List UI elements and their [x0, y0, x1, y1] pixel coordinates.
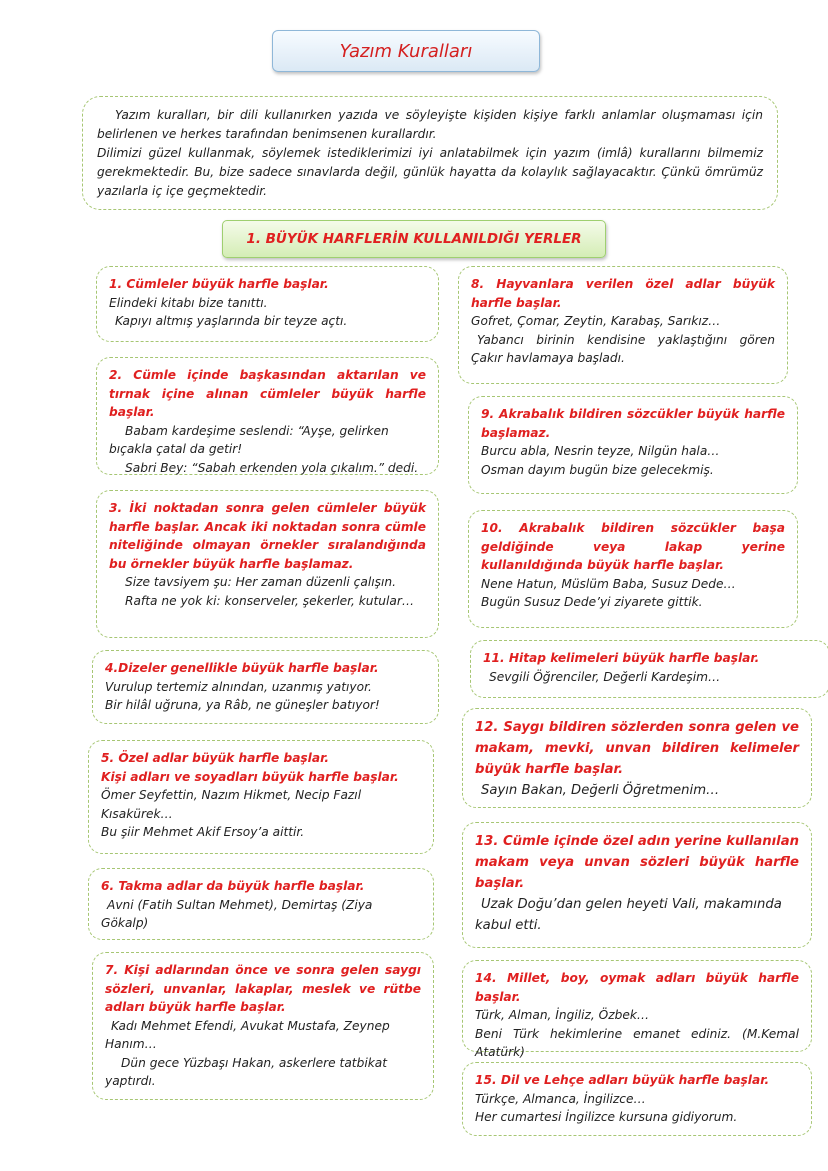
rule-box-8 — [458, 266, 788, 384]
rule-example: Babam kardeşime seslendi: “Ayşe, gelirken bıçakla çatal da getir! — [109, 423, 389, 456]
rule-heading: 15. Dil ve Lehçe adları büyük harfle başlar. — [475, 1073, 770, 1087]
rule-heading: 8. Hayvanlara verilen özel adlar büyük harfle başlar. — [471, 277, 775, 310]
rule-box-9 — [468, 396, 798, 494]
rule-example: Gofret, Çomar, Zeytin, Karabaş, Sarıkız… — [471, 314, 721, 328]
rule-heading: 13. Cümle içinde özel adın yerine kullanılan makam veya unvan sözleri büyük harfle başlar. — [475, 834, 799, 891]
intro-paragraph: Dilimizi güzel kullanmak, söylemek istediklerimizi iyi anlatabilmek için yazım (imlâ) kurallarını bilmemiz gerekmektedir. Bu, bize sadece sınavlarda değil, günlük hayatta da kolaylık sağlayacaktır. Çünkü ömrümüz yazılarla iç içe geçmektedir. — [97, 146, 763, 198]
rule-heading: 6. Takma adlar da büyük harfle başlar. — [101, 879, 365, 893]
rule-example: Kapıyı altmış yaşlarında bir teyze açtı. — [115, 314, 348, 328]
rule-box-12 — [462, 708, 812, 808]
intro-paragraph: Yazım kuralları, bir dili kullanırken yazıda ve söyleyişte kişiden kişiye farklı anlamlar oluşmaması için belirlenen ve herkes tarafından benimsenen kurallardır. — [97, 108, 763, 141]
rule-box-13 — [462, 822, 812, 948]
rule-example: Türk, Alman, İngiliz, Özbek… — [475, 1008, 650, 1022]
rule-example: Size tavsiyem şu: Her zaman düzenli çalışın. — [125, 575, 396, 589]
rule-example: Nene Hatun, Müslüm Baba, Susuz Dede… — [481, 576, 736, 591]
rule-example: Kadı Mehmet Efendi, Avukat Mustafa, Zeynep Hanım… — [105, 1018, 390, 1051]
rule-box-4 — [92, 650, 439, 724]
rule-box-11 — [470, 640, 828, 698]
intro-box — [82, 96, 778, 210]
section-title: 1. BÜYÜK HARFLERİN KULLANILDIĞI YERLER — [222, 220, 606, 258]
rule-box-10 — [468, 510, 798, 628]
rule-example: Osman dayım bugün bize gelecekmiş. — [481, 462, 714, 477]
rule-example: Bir hilâl uğruna, ya Râb, ne güneşler batıyor! — [105, 698, 380, 712]
rule-example: Avni (Fatih Sultan Mehmet), Demirtaş (Ziya Gökalp) — [101, 897, 373, 930]
rule-example: Her cumartesi İngilizce kursuna gidiyorum. — [475, 1110, 738, 1124]
rule-example: Dün gece Yüzbaşı Hakan, askerlere tatbikat yaptırdı. — [105, 1055, 388, 1088]
rule-box-3 — [96, 490, 439, 638]
rule-heading: 11. Hitap kelimeleri büyük harfle başlar. — [483, 651, 760, 665]
rule-example: Bu şiir Mehmet Akif Ersoy’a aittir. — [101, 825, 305, 839]
rule-example: Rafta ne yok ki: konserveler, şekerler, kutular… — [125, 593, 415, 608]
rule-box-2 — [96, 357, 439, 475]
rule-heading: 2. Cümle içinde başkasından aktarılan ve tırnak içine alınan cümleler büyük harfle başlar. — [109, 368, 426, 419]
rule-example: Burcu abla, Nesrin teyze, Nilgün hala… — [481, 444, 720, 458]
rule-box-1 — [96, 266, 439, 342]
rule-box-6 — [88, 868, 434, 940]
rule-example: Sayın Bakan, Değerli Öğretmenim… — [481, 783, 720, 798]
rule-heading: 1. Cümleler büyük harfle başlar. — [109, 277, 329, 291]
rule-example: Uzak Doğu’dan gelen heyeti Vali, makamında kabul etti. — [475, 897, 782, 933]
rule-heading: 10. Akrabalık bildiren sözcükler başa geldiğinde veya lakap yerine kullanıldığında büyük harfle başlar. — [481, 521, 785, 572]
rule-heading: 4.Dizeler genellikle büyük harfle başlar. — [105, 661, 379, 675]
rule-heading: 12. Saygı bildiren sözlerden sonra gelen ve makam, mevki, unvan bildiren kelimeler büyük harfle başlar. — [475, 720, 799, 777]
rule-example: Bugün Susuz Dede’yi ziyarete gittik. — [481, 595, 703, 609]
rule-example: Ömer Seyfettin, Nazım Hikmet, Necip Fazıl Kısakürek… — [101, 788, 362, 821]
rule-box-5 — [88, 740, 434, 854]
rule-box-14 — [462, 960, 812, 1059]
rule-box-15 — [462, 1062, 812, 1136]
rule-box-7 — [92, 952, 434, 1100]
page-title: Yazım Kuralları — [272, 30, 540, 72]
rule-example: Beni Türk hekimlerine emanet ediniz. (M.Kemal Atatürk) — [475, 1026, 799, 1059]
rule-heading: 7. Kişi adlarından önce ve sonra gelen saygı sözleri, unvanlar, lakaplar, meslek ve rütbe adları büyük harfle başlar. — [105, 963, 421, 1014]
rule-heading: 9. Akrabalık bildiren sözcükler büyük harfle başlamaz. — [481, 407, 785, 440]
rule-heading: 5. Özel adlar büyük harfle başlar. — [101, 751, 329, 765]
rule-example: Sevgili Öğrenciler, Değerli Kardeşim… — [489, 669, 721, 684]
rule-example: Elindeki kitabı bize tanıttı. — [109, 295, 268, 310]
rule-example: Sabri Bey: “Sabah erkenden yola çıkalım.” dedi. — [125, 460, 419, 475]
rule-example: Türkçe, Almanca, İngilizce… — [475, 1091, 646, 1106]
rule-heading: 3. İki noktadan sonra gelen cümleler büyük harfle başlar. Ancak iki noktadan sonra cümle niteliğinde olmayan örnekler sıralandığında bu örnekler büyük harfle başlamaz. — [109, 501, 426, 571]
rule-subheading: Kişi adları ve soyadları büyük harfle başlar. — [101, 769, 399, 784]
rule-heading: 14. Millet, boy, oymak adları büyük harfle başlar. — [475, 971, 799, 1004]
rule-example: Vurulup tertemiz alnından, uzanmış yatıyor. — [105, 679, 372, 694]
rule-example: Yabancı birinin kendisine yaklaştığını gören Çakır havlamaya başladı. — [471, 332, 775, 365]
